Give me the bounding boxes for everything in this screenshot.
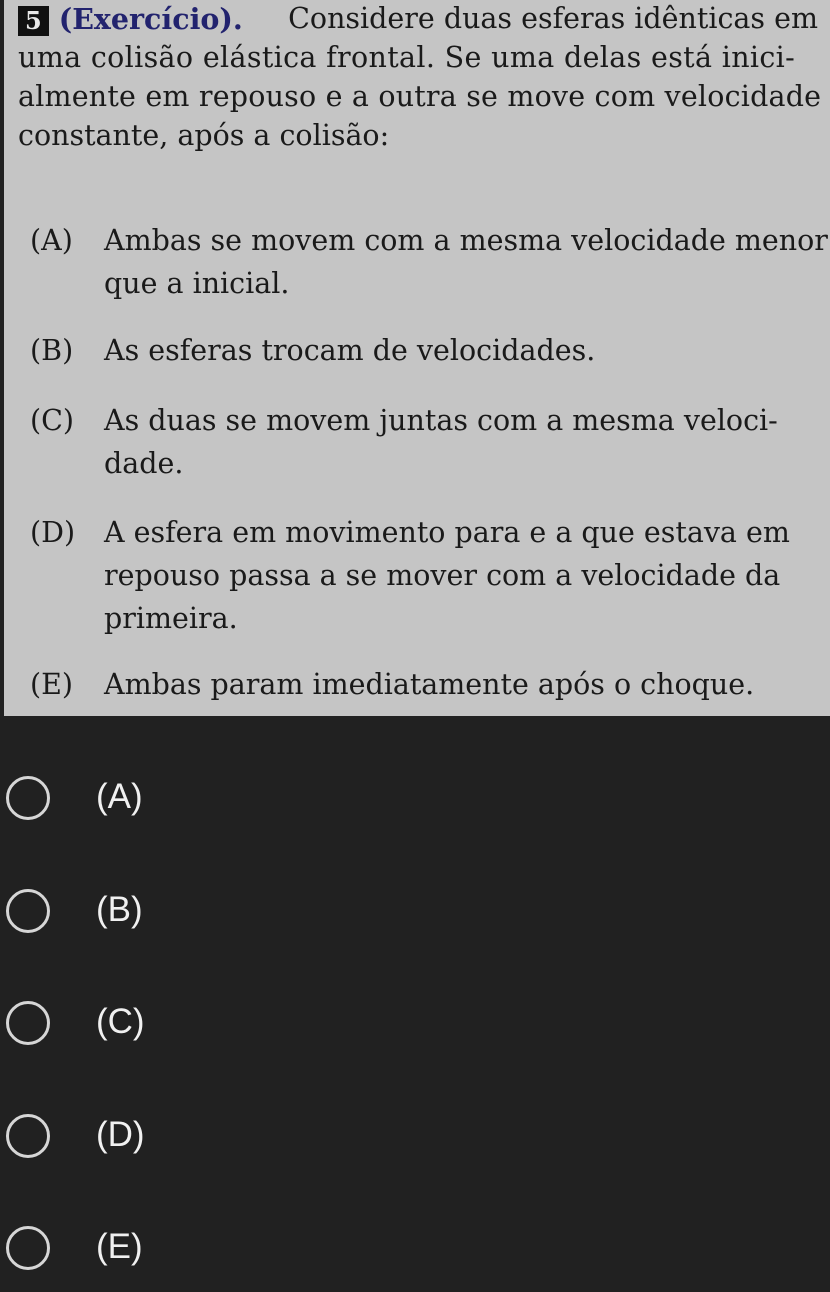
answer-label-d: (D) xyxy=(96,1115,145,1154)
option-e-letter: (E) xyxy=(30,668,74,701)
answer-choice-c[interactable] xyxy=(0,981,830,1071)
answer-label-e: (E) xyxy=(96,1227,143,1266)
question-image xyxy=(4,0,830,716)
option-d-line-2: repouso passa a se mover com a velocidade da xyxy=(104,559,781,592)
option-a-letter: (A) xyxy=(30,224,73,257)
question-stem-line-2 xyxy=(18,41,818,75)
question-stem-text-4: constante, após a colisão: xyxy=(18,119,390,152)
question-stem-line-3 xyxy=(18,80,822,114)
question-stem-text-2: uma colisão elástica frontal. Se uma delas está inici- xyxy=(18,41,796,74)
question-tag: (Exercício). xyxy=(58,2,243,36)
option-b-letter: (B) xyxy=(30,334,74,367)
radio-icon[interactable] xyxy=(6,1001,50,1045)
option-e-line-1: Ambas param imediatamente após o choque. xyxy=(104,668,755,701)
question-stem-text-3: almente em repouso e a outra se move com velocidade xyxy=(18,80,822,113)
answer-choice-a[interactable] xyxy=(0,756,830,846)
question-stem-text-1: Considere duas esferas idênticas em xyxy=(288,2,818,35)
radio-icon[interactable] xyxy=(6,776,50,820)
option-a-line-2: que a inicial. xyxy=(104,267,290,300)
radio-icon[interactable] xyxy=(6,1114,50,1158)
question-stem-line-1 xyxy=(18,2,818,37)
radio-icon[interactable] xyxy=(6,1226,50,1270)
question-number: 5 xyxy=(18,6,49,36)
question-stem-line-4 xyxy=(18,119,818,153)
option-c-line-1: As duas se movem juntas com a mesma veloci- xyxy=(104,404,778,437)
radio-icon[interactable] xyxy=(6,889,50,933)
option-d-letter: (D) xyxy=(30,516,76,549)
option-d-line-1: A esfera em movimento para e a que estava em xyxy=(104,516,790,549)
answer-label-b: (B) xyxy=(96,890,143,929)
option-a-line-1: Ambas se movem com a mesma velocidade menor xyxy=(104,224,828,257)
answer-choice-d[interactable] xyxy=(0,1094,830,1184)
answer-label-a: (A) xyxy=(96,777,143,816)
option-c-letter: (C) xyxy=(30,404,75,437)
answer-choice-b[interactable] xyxy=(0,869,830,959)
answer-label-c: (C) xyxy=(96,1002,145,1041)
option-b-line-1: As esferas trocam de velocidades. xyxy=(104,334,596,367)
answer-choice-e[interactable] xyxy=(0,1206,830,1292)
option-c-line-2: dade. xyxy=(104,447,184,480)
option-d-line-3: primeira. xyxy=(104,602,238,635)
